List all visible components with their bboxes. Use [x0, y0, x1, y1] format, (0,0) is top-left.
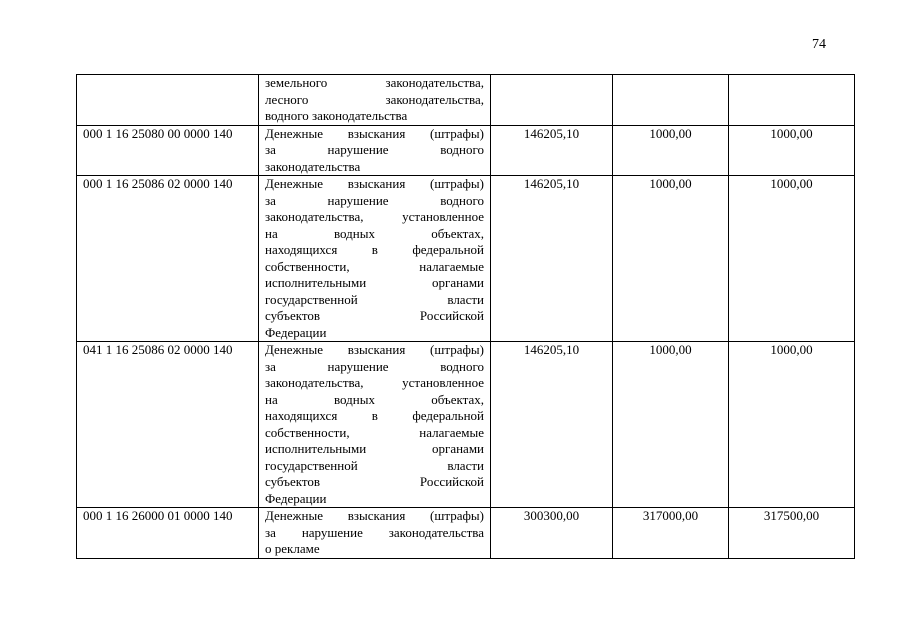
revenue-description-cell: [259, 75, 491, 126]
amount-cell-1: 146205,10: [491, 342, 613, 508]
description-line: субъектов Российской: [265, 474, 484, 489]
table-row: [77, 342, 855, 508]
amount-cell-3: 1000,00: [729, 176, 855, 342]
description-line: за нарушение водного: [265, 142, 484, 157]
description-line: Федерации: [265, 324, 327, 340]
description-line: субъектов Российской: [265, 308, 484, 323]
amount-cell-1: 146205,10: [491, 125, 613, 176]
amount-cell-2: [613, 75, 729, 126]
description-line: собственности, налагаемые: [265, 258, 484, 274]
amount-cell-2: 1000,00: [613, 176, 729, 342]
amount-cell-2: 317000,00: [613, 508, 729, 559]
revenue-code-cell: 041 1 16 25086 02 0000 140: [77, 342, 259, 508]
description-line: исполнительными органами: [265, 275, 484, 290]
description-line: Денежные взыскания (штрафы): [265, 508, 484, 523]
description-line: лесного законодательства,: [265, 91, 484, 107]
revenue-description-cell: [259, 508, 491, 559]
description-line: законодательства: [265, 158, 361, 174]
description-line: исполнительными органами: [265, 441, 484, 456]
description-line: на водных объектах,: [265, 391, 484, 407]
description-line: за нарушение водного: [265, 358, 484, 374]
table-row: [77, 125, 855, 176]
description-line: государственной власти: [265, 457, 484, 473]
description-line: собственности, налагаемые: [265, 424, 484, 440]
description-line: Федерации: [265, 490, 327, 506]
table-body: [77, 75, 855, 559]
description-line: Денежные взыскания (штрафы): [265, 342, 484, 357]
table-row: [77, 75, 855, 126]
revenue-description-cell: [259, 125, 491, 176]
description-line: находящихся в федеральной: [265, 242, 484, 257]
revenue-code-cell: [77, 75, 259, 126]
table-row: [77, 176, 855, 342]
amount-cell-2: 1000,00: [613, 125, 729, 176]
description-line: государственной власти: [265, 291, 484, 307]
description-line: законодательства, установленное: [265, 209, 484, 224]
amount-cell-3: 1000,00: [729, 125, 855, 176]
page-number: 74: [812, 37, 826, 52]
description-line: Денежные взыскания (штрафы): [265, 125, 484, 141]
amount-cell-3: 317500,00: [729, 508, 855, 559]
revenue-table: [76, 74, 855, 559]
description-line: за нарушение водного: [265, 192, 484, 208]
description-line: Денежные взыскания (штрафы): [265, 176, 484, 191]
revenue-description-cell: [259, 342, 491, 508]
amount-cell-3: 1000,00: [729, 342, 855, 508]
revenue-code-cell: 000 1 16 25086 02 0000 140: [77, 176, 259, 342]
description-line: находящихся в федеральной: [265, 408, 484, 423]
description-line: на водных объектах,: [265, 225, 484, 241]
amount-cell-2: 1000,00: [613, 342, 729, 508]
description-line: о рекламе: [265, 541, 320, 556]
revenue-code-cell: 000 1 16 25080 00 0000 140: [77, 125, 259, 176]
amount-cell-1: [491, 75, 613, 126]
revenue-code-cell: 000 1 16 26000 01 0000 140: [77, 508, 259, 559]
description-line: законодательства, установленное: [265, 375, 484, 390]
amount-cell-3: [729, 75, 855, 126]
revenue-description-cell: [259, 176, 491, 342]
amount-cell-1: 300300,00: [491, 508, 613, 559]
description-line: водного законодательства: [265, 108, 408, 123]
table-row: [77, 508, 855, 559]
amount-cell-1: 146205,10: [491, 176, 613, 342]
description-line: за нарушение законодательства: [265, 524, 484, 540]
description-line: земельного законодательства,: [265, 75, 484, 90]
